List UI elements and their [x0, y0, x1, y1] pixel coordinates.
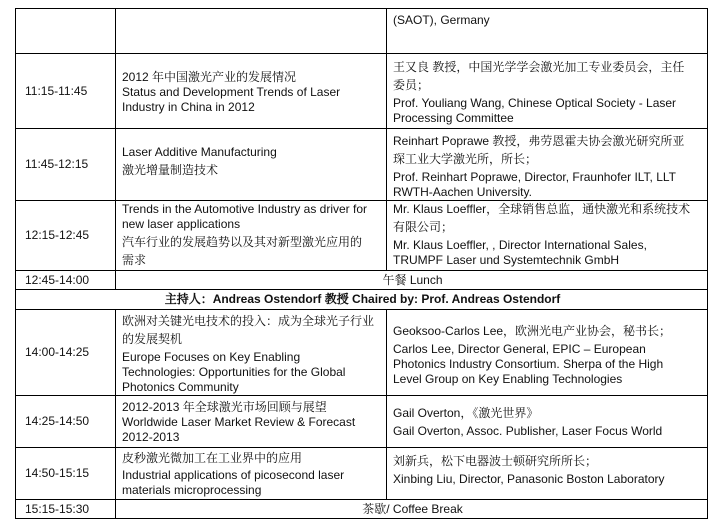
- talk-title-cell: [116, 9, 387, 54]
- time-cell: 11:15-11:45: [16, 54, 116, 129]
- text-line: Technologies: Opportunities for the Global: [122, 365, 346, 379]
- talk-title-cell: [116, 310, 387, 396]
- text-line: 2012-2013: [122, 430, 180, 444]
- text-line: 王又良 教授，中国光学学会激光加工专业委员会，主任: [393, 60, 685, 74]
- text-line: 汽车行业的发展趋势以及其对新型激光应用的: [122, 235, 363, 249]
- text-line: 的发展契机: [122, 332, 183, 346]
- agenda-row: [16, 448, 708, 500]
- text-line: new laser applications: [122, 217, 241, 231]
- agenda-row: [16, 54, 708, 129]
- text-line: Prof. Reinhart Poprawe, Director, Fraunhofer ILT, LLT: [393, 170, 677, 184]
- text-line: Mr. Klaus Loeffler, , Director International Sales,: [393, 238, 647, 252]
- agenda-row: [16, 9, 708, 54]
- time-cell: 14:00-14:25: [16, 310, 116, 396]
- text-line: 欧洲对关键光电技术的投入：成为全球光子行业: [122, 314, 375, 328]
- text-line: Trends in the Automotive Industry as driver for: [122, 202, 367, 216]
- text-line: Xinbing Liu, Director, Panasonic Boston Laboratory: [393, 472, 665, 486]
- time-cell: [16, 9, 116, 54]
- agenda-row: [16, 396, 708, 448]
- break-label: 午餐 Lunch: [116, 271, 708, 290]
- text-line: 激光增量制造技术: [122, 163, 219, 177]
- time-cell: 15:15-15:30: [16, 500, 116, 519]
- text-line: Gail Overton，《激光世界》: [393, 406, 539, 420]
- text-line: 委员；: [393, 78, 430, 92]
- speaker-cell: [387, 310, 708, 396]
- text-line: 需求: [122, 253, 147, 267]
- text-line: Mr. Klaus Loeffler，全球销售总监，通快激光和系统技术: [393, 202, 691, 216]
- text-line: Status and Development Trends of Laser: [122, 85, 341, 99]
- time-cell: 11:45-12:15: [16, 129, 116, 201]
- time-cell: 14:50-15:15: [16, 448, 116, 500]
- speaker-cell: [387, 9, 708, 54]
- speaker-cell: [387, 396, 708, 448]
- text-line: Processing Committee: [393, 111, 514, 125]
- agenda-row: [16, 290, 708, 310]
- text-line: Prof. Youliang Wang, Chinese Optical Society - Laser: [393, 96, 677, 110]
- text-line: TRUMPF Laser und Systemtechnik GmbH: [393, 253, 620, 267]
- talk-title-cell: [116, 54, 387, 129]
- text-line: Industrial applications of picosecond laser: [122, 468, 345, 482]
- agenda-row: [16, 500, 708, 519]
- speaker-cell: [387, 54, 708, 129]
- text-line: Industry in China in 2012: [122, 100, 255, 114]
- text-line: 2012 年中国激光产业的发展情况: [122, 70, 297, 84]
- text-line: Photonics Industry Consortium. Sherpa of the High: [393, 357, 664, 371]
- text-line: Level Group on Key Enabling Technologies: [393, 372, 623, 386]
- text-line: Worldwide Laser Market Review & Forecast: [122, 415, 356, 429]
- text-line: Gail Overton, Assoc. Publisher, Laser Focus World: [393, 424, 663, 438]
- agenda-table: [15, 8, 708, 519]
- text-line: Laser Additive Manufacturing: [122, 145, 277, 159]
- text-line: 有限公司；: [393, 220, 454, 234]
- speaker-cell: [387, 448, 708, 500]
- talk-title-cell: [116, 201, 387, 271]
- text-line: Reinhart Poprawe 教授，弗劳恩霍夫协会激光研究所亚: [393, 134, 685, 148]
- agenda-body: [16, 9, 708, 519]
- agenda-row: [16, 129, 708, 201]
- text-line: Carlos Lee, Director General, EPIC – European: [393, 342, 646, 356]
- chair-label: 主持人：Andreas Ostendorf 教授 Chaired by: Prof. Andreas Ostendorf: [164, 292, 561, 306]
- speaker-cell: [387, 201, 708, 271]
- chair-cell: [16, 290, 708, 310]
- text-line: materials microprocessing: [122, 483, 262, 497]
- time-cell: 12:45-14:00: [16, 271, 116, 290]
- agenda-row: [16, 201, 708, 271]
- text-line: Europe Focuses on Key Enabling: [122, 350, 301, 364]
- time-cell: 14:25-14:50: [16, 396, 116, 448]
- text-line: Photonics Community: [122, 380, 239, 394]
- text-line: Geoksoo-Carlos Lee，欧洲光电产业协会，秘书长；: [393, 324, 672, 338]
- break-label: 茶歇/ Coffee Break: [116, 500, 708, 519]
- time-cell: 12:15-12:45: [16, 201, 116, 271]
- talk-title-cell: [116, 448, 387, 500]
- speaker-cell: [387, 129, 708, 201]
- text-line: 2012-2013 年全球激光市场回顾与展望: [122, 400, 327, 414]
- text-line: (SAOT), Germany: [393, 13, 490, 27]
- text-line: 刘新兵，松下电器波士顿研究所所长；: [393, 454, 598, 468]
- text-line: RWTH-Aachen University.: [393, 185, 532, 199]
- text-line: 皮秒激光微加工在工业界中的应用: [122, 451, 303, 465]
- agenda-row: [16, 271, 708, 290]
- text-line: 琛工业大学激光所，所长；: [393, 152, 538, 166]
- talk-title-cell: [116, 396, 387, 448]
- talk-title-cell: [116, 129, 387, 201]
- agenda-row: [16, 310, 708, 396]
